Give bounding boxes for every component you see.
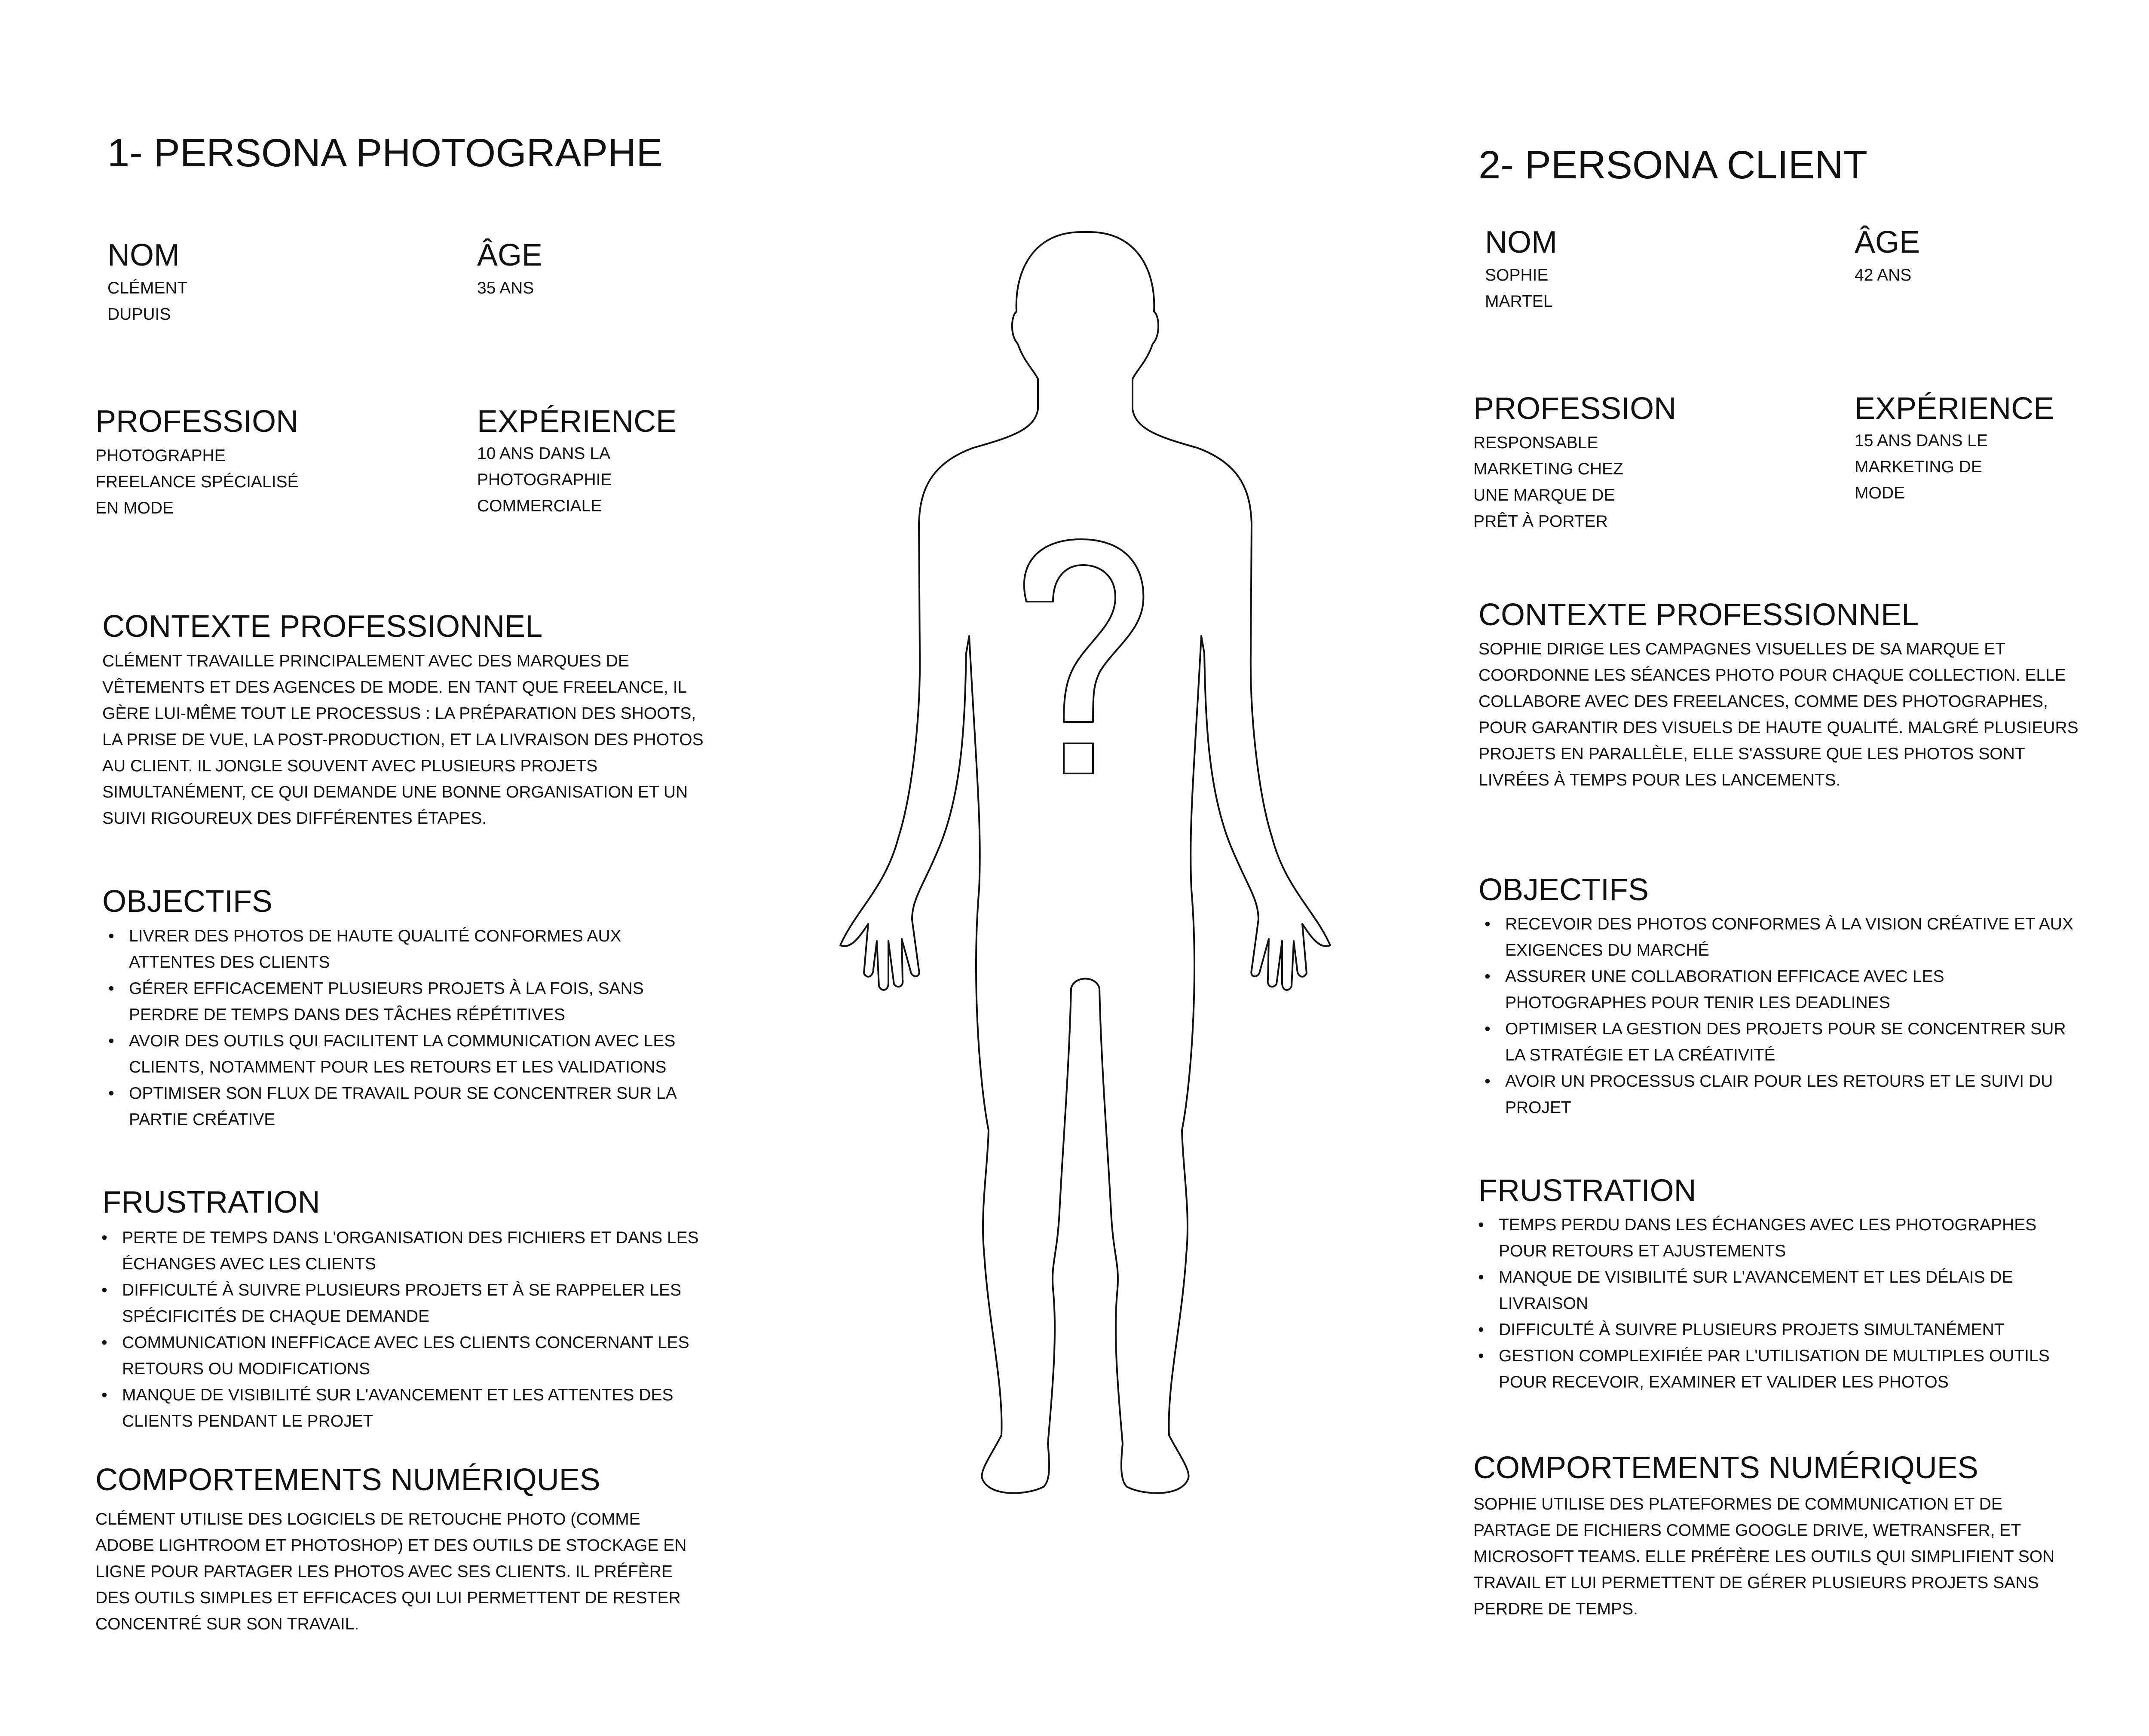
persona2-profession-label: PROFESSION	[1473, 391, 1677, 426]
persona2-contexte-text: SOPHIE DIRIGE LES CAMPAGNES VISUELLES DE SA MARQUE ET COORDONNE LES SÉANCES PHOTO POUR CHAQUE COLLECTION. ELLE COLLABORE AVEC DES FREELANCES, COMME DES PHOTOGRAPHES, POUR GARANTIR DES VISUELS DE HAUTE QUALITÉ. MALGRÉ PLUSIEURS PROJETS EN PARALLÈLE, ELLE S'ASSURE QUE LES PHOTOS SONT LIVRÉES À TEMPS POUR LES LANCEMENTS.	[1479, 640, 2079, 789]
persona-silhouette-icon	[799, 223, 1371, 1530]
list-item: • AVOIR DES OUTILS QUI FACILITENT LA COMMUNICATION AVEC LES CLIENTS, NOTAMMENT POUR LES RETOURS ET LES VALIDATIONS	[102, 1028, 677, 1080]
persona1-frustration-label: FRUSTRATION	[102, 1185, 320, 1219]
persona2-experience-value: 15 ANS DANS LE MARKETING DE MODE	[1855, 431, 1988, 502]
persona1-profession-value: PHOTOGRAPHE FREELANCE SPÉCIALISÉ EN MODE	[95, 446, 299, 517]
persona2-age-value: 42 ANS	[1855, 266, 1912, 284]
persona1-comportements-label: COMPORTEMENTS NUMÉRIQUES	[95, 1463, 600, 1497]
list-item: • LIVRER DES PHOTOS DE HAUTE QUALITÉ CONFORMES AUX ATTENTES DES CLIENTS	[102, 923, 677, 975]
list-item: • PERTE DE TEMPS DANS L'ORGANISATION DES FICHIERS ET DANS LES ÉCHANGES AVEC LES CLIENTS	[95, 1225, 699, 1277]
list-item: • GESTION COMPLEXIFIÉE PAR L'UTILISATION DE MULTIPLES OUTILS POUR RECEVOIR, EXAMINER ET VALIDER LES PHOTOS	[1472, 1343, 2050, 1395]
list-item: • MANQUE DE VISIBILITÉ SUR L'AVANCEMENT ET LES DÉLAIS DE LIVRAISON	[1472, 1264, 2050, 1317]
silhouette-body	[840, 232, 1330, 1493]
list-item: • COMMUNICATION INEFFICACE AVEC LES CLIENTS CONCERNANT LES RETOURS OU MODIFICATIONS	[95, 1330, 699, 1382]
persona2-age-label: ÂGE	[1855, 225, 1920, 260]
persona2-profession-value: RESPONSABLE MARKETING CHEZ UNE MARQUE DE PRÊT À PORTER	[1473, 434, 1623, 531]
persona1-objectifs-label: OBJECTIFS	[102, 884, 273, 919]
persona1-age-value: 35 ANS	[477, 279, 534, 297]
persona2-objectifs-label: OBJECTIFS	[1479, 873, 1649, 907]
list-item: • TEMPS PERDU DANS LES ÉCHANGES AVEC LES PHOTOGRAPHES POUR RETOURS ET AJUSTEMENTS	[1472, 1212, 2050, 1264]
list-item: • RECEVOIR DES PHOTOS CONFORMES À LA VISION CRÉATIVE ET AUX EXIGENCES DU MARCHÉ	[1479, 911, 2073, 963]
persona2-title: 2- PERSONA CLIENT	[1479, 143, 1867, 187]
persona1-contexte-label: CONTEXTE PROFESSIONNEL	[102, 609, 543, 644]
persona2-nom-value: SOPHIE MARTEL	[1485, 266, 1553, 311]
question-mark-icon	[1024, 539, 1144, 773]
list-item: • DIFFICULTÉ À SUIVRE PLUSIEURS PROJETS ET À SE RAPPELER LES SPÉCIFICITÉS DE CHAQUE DEMANDE	[95, 1277, 699, 1330]
persona2-objectifs-list	[1479, 911, 2073, 1121]
persona1-profession-label: PROFESSION	[95, 404, 299, 439]
persona1-experience-label: EXPÉRIENCE	[477, 404, 677, 439]
list-item: • OPTIMISER SON FLUX DE TRAVAIL POUR SE CONCENTRER SUR LA PARTIE CRÉATIVE	[102, 1080, 677, 1133]
list-item: • DIFFICULTÉ À SUIVRE PLUSIEURS PROJETS SIMULTANÉMENT	[1472, 1317, 2050, 1343]
persona1-contexte-text: CLÉMENT TRAVAILLE PRINCIPALEMENT AVEC DES MARQUES DE VÊTEMENTS ET DES AGENCES DE MODE. EN TANT QUE FREELANCE, IL GÈRE LUI-MÊME TOUT LE PROCESSUS : LA PRÉPARATION DES SHOOTS, LA PRISE DE VUE, LA POST-PRODUCTION, ET LA LIVRAISON DES PHOTOS AU CLIENT. IL JONGLE SOUVENT AVEC PLUSIEURS PROJETS SIMULTANÉMENT, CE QUI DEMANDE UNE BONNE ORGANISATION ET UN SUIVI RIGOUREUX DES DIFFÉRENTES ÉTAPES.	[102, 652, 704, 828]
persona2-frustration-list	[1472, 1212, 2050, 1395]
persona1-comportements-text: CLÉMENT UTILISE DES LOGICIELS DE RETOUCHE PHOTO (COMME ADOBE LIGHTROOM ET PHOTOSHOP) ET DES OUTILS DE STOCKAGE EN LIGNE POUR PARTAGER LES PHOTOS AVEC SES CLIENTS. IL PRÉFÈRE DES OUTILS SIMPLES ET EFFICACES QUI LUI PERMETTENT DE RESTER CONCENTRÉ SUR SON TRAVAIL.	[95, 1510, 687, 1633]
list-item: • ASSURER UNE COLLABORATION EFFICACE AVEC LES PHOTOGRAPHES POUR TENIR LES DEADLINES	[1479, 963, 2073, 1016]
list-item: • MANQUE DE VISIBILITÉ SUR L'AVANCEMENT ET LES ATTENTES DES CLIENTS PENDANT LE PROJET	[95, 1382, 699, 1434]
persona2-comportements-label: COMPORTEMENTS NUMÉRIQUES	[1473, 1451, 1978, 1485]
persona1-nom-value: CLÉMENT DUPUIS	[107, 279, 188, 324]
persona1-frustration-list	[95, 1225, 699, 1434]
persona1-title: 1- PERSONA PHOTOGRAPHE	[107, 131, 663, 175]
list-item: • AVOIR UN PROCESSUS CLAIR POUR LES RETOURS ET LE SUIVI DU PROJET	[1479, 1068, 2073, 1121]
persona1-experience-value: 10 ANS DANS LA PHOTOGRAPHIE COMMERCIALE	[477, 444, 612, 515]
persona2-nom-label: NOM	[1485, 225, 1557, 260]
persona2-contexte-label: CONTEXTE PROFESSIONNEL	[1479, 598, 1919, 632]
list-item: • GÉRER EFFICACEMENT PLUSIEURS PROJETS À LA FOIS, SANS PERDRE DE TEMPS DANS DES TÂCHES RÉPÉTITIVES	[102, 975, 677, 1028]
persona2-frustration-label: FRUSTRATION	[1479, 1174, 1696, 1208]
persona2-comportements-text: SOPHIE UTILISE DES PLATEFORMES DE COMMUNICATION ET DE PARTAGE DE FICHIERS COMME GOOGLE DRIVE, WETRANSFER, ET MICROSOFT TEAMS. ELLE PRÉFÈRE LES OUTILS QUI SIMPLIFIENT SON TRAVAIL ET LUI PERMETTENT DE GÉRER PLUSIEURS PROJETS SANS PERDRE DE TEMPS.	[1473, 1495, 2055, 1618]
list-item: • OPTIMISER LA GESTION DES PROJETS POUR SE CONCENTRER SUR LA STRATÉGIE ET LA CRÉATIVITÉ	[1479, 1016, 2073, 1068]
persona1-age-label: ÂGE	[477, 238, 543, 272]
persona2-experience-label: EXPÉRIENCE	[1855, 391, 2054, 426]
persona1-objectifs-list	[102, 923, 677, 1133]
persona1-nom-label: NOM	[107, 238, 180, 272]
